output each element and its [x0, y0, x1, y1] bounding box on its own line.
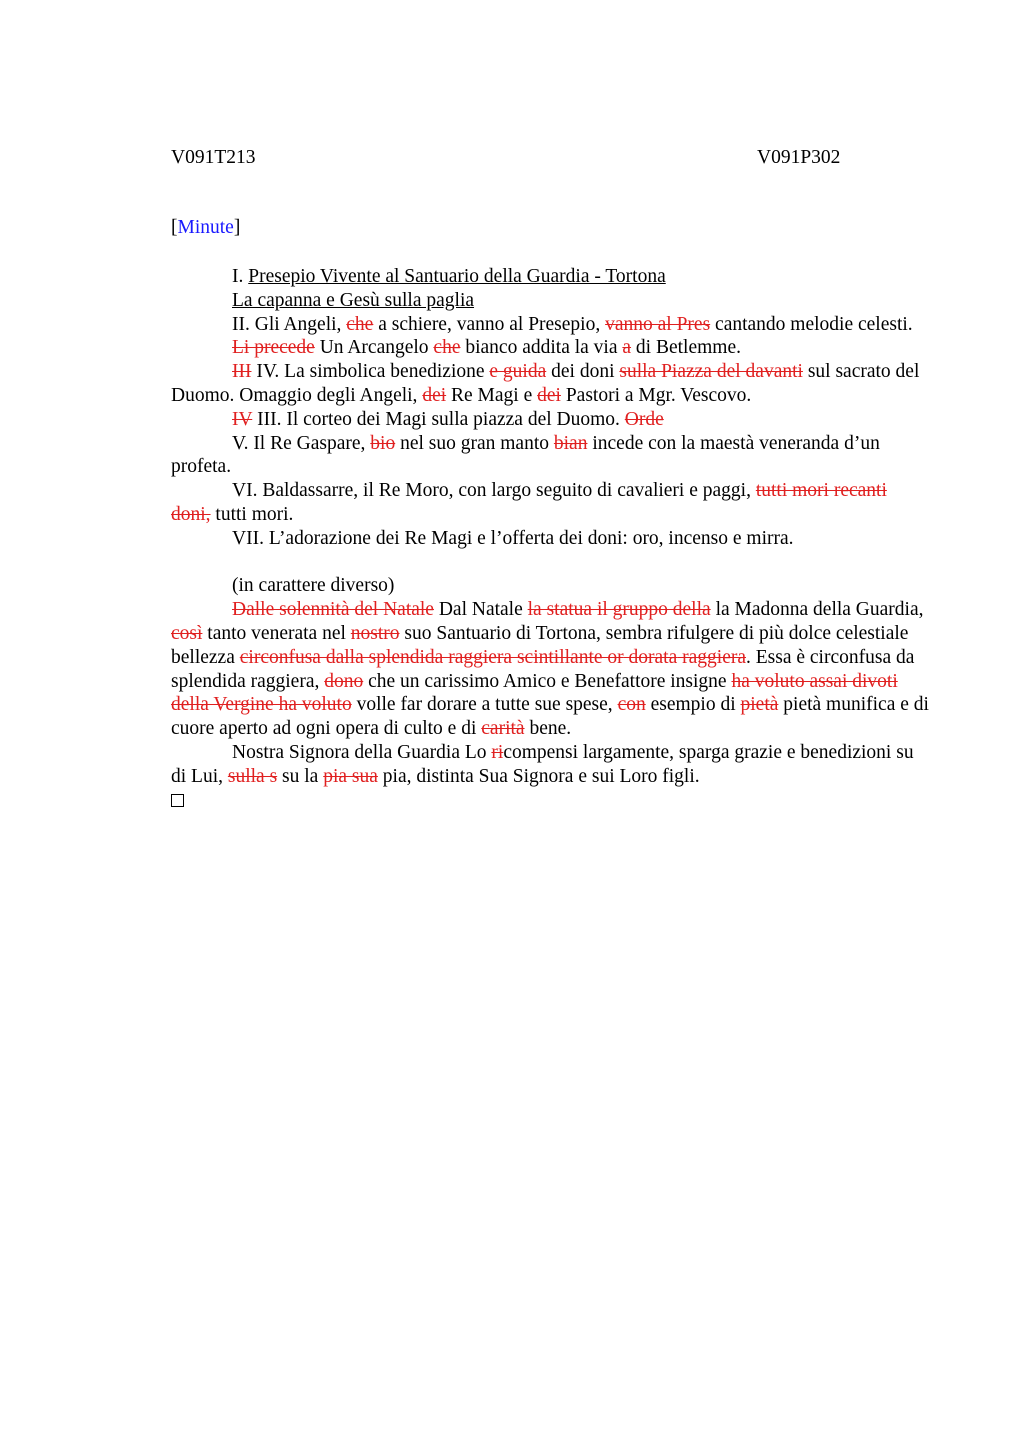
deletion: sulla s — [227, 765, 278, 787]
paragraph-blessing: Nostra Signora della Guardia Lo ricompensi largamente, sparga grazie e benedizioni su di Lui, sulla s su la pia sua pia, distinta Sua Signora e sui Loro figli. — [171, 741, 914, 787]
deletion: III — [232, 361, 252, 383]
deletion: ha voluto assai divoti della Vergine ha voluto — [171, 670, 898, 716]
item-5: V. Il Re Gaspare, bio nel suo gran manto bian incede con la maestà veneranda d’un profeta. — [171, 432, 880, 478]
end-mark — [171, 789, 931, 813]
deletion: dei — [422, 384, 447, 406]
square-icon — [171, 794, 184, 807]
deletion: con — [617, 694, 646, 716]
deletion: che — [433, 337, 461, 359]
deletion: pietà — [740, 694, 779, 716]
item-4: III IV. La simbolica benedizione e guida dei doni sulla Piazza del davanti sul sacrato del Duomo. Omaggio degli Angeli, dei Re Magi e dei Pastori a Mgr. Vescovo. — [171, 361, 920, 406]
deletion: così — [171, 622, 203, 644]
item-7: VII. L’adorazione dei Re Magi e l’offerta dei doni: oro, incenso e mirra. — [232, 527, 794, 549]
deletion: tutti mori recanti doni, — [171, 480, 887, 525]
deletion: carità — [481, 718, 525, 740]
deletion: la statua il gruppo della — [527, 599, 711, 621]
deletion: Li precede — [232, 337, 315, 359]
item-2: II. Gli Angeli, che a schiere, vanno al Presepio, vanno al Pres cantando melodie celesti. — [232, 313, 913, 335]
deletion: nostro — [350, 622, 400, 644]
document-body — [171, 265, 931, 812]
spacer — [171, 551, 931, 575]
item-3: IV III. Il corteo dei Magi sulla piazza del Duomo. Orde — [232, 408, 664, 430]
item-6: VI. Baldassarre, il Re Moro, con largo seguito di cavalieri e paggi, tutti mori recanti doni, tutti mori. — [171, 480, 887, 525]
paragraph-madonna: Dalle solennità del Natale Dal Natale la statua il gruppo della la Madonna della Guardia, così tanto venerata nel nostro suo Santuario di Tortona, sembra rifulgere di più dolce celestiale bellezza circonfusa dalla splendida raggiera scintillante or dorata raggiera. Essa è circonfusa da splendida raggiera, dono che un carissimo Amico e Benefattore insigne ha voluto assai divoti della Vergine ha voluto volle far dorare a tutte sue spese, con esempio di pietà pietà munifica e di cuore aperto ad ogni opera di culto e di carità bene. — [171, 599, 929, 740]
deletion: sulla Piazza del davanti — [619, 361, 803, 383]
deletion-underlined: dorata — [628, 646, 678, 668]
minute-link[interactable]: Minute — [177, 217, 234, 238]
deletion: pia sua — [323, 765, 378, 787]
item-1: I. Presepio Vivente al Santuario della Guardia - Tortona — [232, 266, 666, 287]
deletion: Orde — [624, 408, 664, 430]
item-1-subtitle: La capanna e Gesù sulla paglia — [232, 289, 475, 311]
deletion: dei — [537, 384, 561, 406]
deletion: ri — [491, 741, 504, 763]
deletion: circonfusa dalla splendida raggiera scintillante or — [239, 646, 624, 668]
deletion: raggiera — [677, 646, 746, 668]
deletion: che — [346, 313, 374, 335]
item-2-continued: Li precede Un Arcangelo che bianco addita la via a di Betlemme. — [232, 337, 741, 359]
doc-code-right: V091P302 — [757, 147, 841, 168]
deletion: e guida — [489, 361, 547, 383]
deletion: Dalle solennità del Natale — [232, 599, 434, 621]
deletion: bian — [553, 432, 588, 454]
format-note: (in carattere diverso) — [232, 575, 395, 597]
deletion: vanno al Pres — [605, 313, 711, 335]
deletion: bio — [370, 432, 396, 454]
doc-code-left: V091T213 — [171, 147, 256, 168]
item-1-title: Presepio Vivente al Santuario della Guardia - Tortona — [248, 266, 666, 287]
minute-label: [Minute] — [171, 217, 241, 238]
deletion: IV — [232, 408, 253, 430]
deletion: dono — [324, 670, 364, 692]
deletion: a — [622, 337, 632, 359]
